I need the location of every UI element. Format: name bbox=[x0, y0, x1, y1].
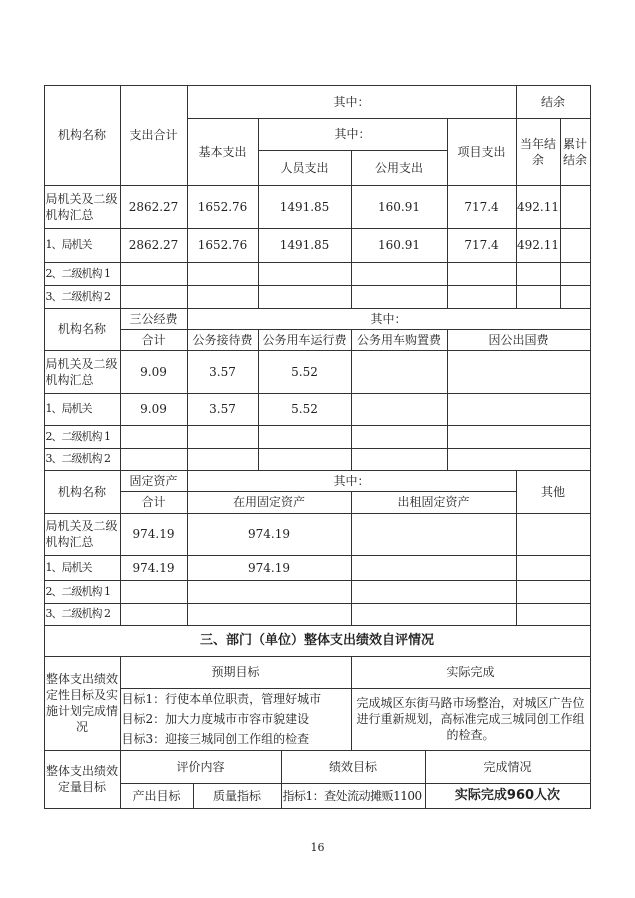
table-cell bbox=[447, 285, 517, 309]
output-goal: 产出目标 bbox=[120, 783, 194, 809]
table-cell: 5.52 bbox=[258, 393, 352, 426]
table-cell bbox=[258, 448, 352, 471]
section-title: 三、部门（单位）整体支出绩效自评情况 bbox=[44, 625, 591, 657]
table-cell: 9.09 bbox=[120, 350, 188, 394]
actual-result: 完成城区东街马路市场整治，对城区广告位进行重新规划，高标准完成三城同创工作组的检查。 bbox=[351, 688, 591, 751]
row-name: 1、局机关 bbox=[44, 555, 121, 581]
table-cell: 717.4 bbox=[447, 228, 517, 263]
table-cell: 3.57 bbox=[187, 350, 259, 394]
table-cell bbox=[516, 603, 591, 626]
table-cell bbox=[447, 448, 591, 471]
table-cell bbox=[187, 425, 259, 449]
row-name: 3、二级机构 2 bbox=[44, 603, 121, 626]
table-cell: 9.09 bbox=[120, 393, 188, 426]
table-cell: 974.19 bbox=[187, 555, 352, 581]
table-cell bbox=[447, 262, 517, 286]
header-total-top: 固定资产 bbox=[120, 470, 188, 492]
table-cell: 717.4 bbox=[447, 185, 517, 229]
table-cell bbox=[351, 580, 517, 604]
table-cell: 3.57 bbox=[187, 393, 259, 426]
header-total-bottom: 合计 bbox=[120, 491, 188, 514]
header-surplus: 结余 bbox=[516, 85, 591, 119]
table-cell bbox=[187, 580, 352, 604]
header-leased: 出租固定资产 bbox=[351, 491, 517, 514]
header-of-which-basic: 其中： bbox=[258, 118, 448, 151]
table-cell bbox=[516, 555, 591, 581]
table-cell bbox=[560, 285, 591, 309]
table-cell: 1491.85 bbox=[258, 228, 352, 263]
result-header: 完成情况 bbox=[425, 750, 591, 784]
table-cell bbox=[560, 262, 591, 286]
header-in-use: 在用固定资产 bbox=[187, 491, 352, 514]
row-name: 2、二级机构 1 bbox=[44, 580, 121, 604]
header-vehicle-purchase: 公务用车购置费 bbox=[351, 329, 448, 351]
header-other: 其他 bbox=[516, 470, 591, 514]
table-cell bbox=[351, 393, 448, 426]
table-cell bbox=[120, 580, 188, 604]
table-cell bbox=[120, 448, 188, 471]
table-cell bbox=[560, 228, 591, 263]
table-cell bbox=[187, 448, 259, 471]
table-cell bbox=[187, 603, 352, 626]
row-name: 2、二级机构 1 bbox=[44, 425, 121, 449]
header-of-which: 其中： bbox=[187, 470, 517, 492]
table-cell bbox=[516, 262, 561, 286]
table-cell bbox=[351, 513, 517, 556]
table-cell bbox=[351, 425, 448, 449]
actual-header: 实际完成 bbox=[351, 656, 591, 689]
row-name: 局机关及二级机构汇总 bbox=[44, 350, 121, 394]
header-public: 公用支出 bbox=[351, 150, 448, 186]
expected-header: 预期目标 bbox=[120, 656, 352, 689]
table-cell bbox=[516, 513, 591, 556]
table-cell bbox=[516, 580, 591, 604]
table-cell: 160.91 bbox=[351, 185, 448, 229]
table-cell bbox=[447, 350, 591, 394]
header-project: 项目支出 bbox=[447, 118, 517, 186]
expected-goal-item: 目标2：加大力度城市市容市貌建设 bbox=[121, 712, 310, 726]
table-cell bbox=[187, 262, 259, 286]
header-current-surplus: 当年结余 bbox=[516, 118, 561, 186]
table-cell bbox=[120, 262, 188, 286]
page-number: 16 bbox=[310, 841, 325, 854]
header-total: 支出合计 bbox=[120, 85, 188, 186]
table-cell bbox=[560, 185, 591, 229]
header-cumulative-surplus: 累计结余 bbox=[560, 118, 591, 186]
table-cell bbox=[351, 555, 517, 581]
table-cell: 1491.85 bbox=[258, 185, 352, 229]
table-cell: 5.52 bbox=[258, 350, 352, 394]
header-personnel: 人员支出 bbox=[258, 150, 352, 186]
row-name: 1、局机关 bbox=[44, 228, 121, 263]
table-cell: 1652.76 bbox=[187, 228, 259, 263]
qualitative-label: 整体支出绩效定性目标及实施计划完成情况 bbox=[44, 656, 121, 751]
quantitative-label: 整体支出绩效定量目标 bbox=[44, 750, 121, 809]
table-cell bbox=[516, 285, 561, 309]
header-reception: 公务接待费 bbox=[187, 329, 259, 351]
table-cell bbox=[351, 448, 448, 471]
eval-header: 评价内容 bbox=[120, 750, 282, 784]
table-cell: 2862.27 bbox=[120, 185, 188, 229]
table-cell: 492.11 bbox=[516, 185, 561, 229]
header-of-which: 其中： bbox=[187, 308, 591, 330]
table-cell: 974.19 bbox=[187, 513, 352, 556]
table-cell bbox=[351, 262, 448, 286]
table-cell bbox=[258, 262, 352, 286]
expected-goal-item: 目标1：行使本单位职责，管理好城市 bbox=[121, 692, 322, 706]
expected-goal-item: 目标3：迎接三城同创工作组的检查 bbox=[121, 732, 310, 746]
header-total-top: 三公经费 bbox=[120, 308, 188, 330]
header-name: 机构名称 bbox=[44, 470, 121, 514]
row-name: 局机关及二级机构汇总 bbox=[44, 513, 121, 556]
table-cell bbox=[120, 425, 188, 449]
target-value: 指标1：查处流动摊贩1100 bbox=[281, 783, 426, 809]
header-name: 机构名称 bbox=[44, 308, 121, 351]
table-cell: 492.11 bbox=[516, 228, 561, 263]
row-name: 3、二级机构 2 bbox=[44, 448, 121, 471]
header-of-which: 其中： bbox=[187, 85, 517, 119]
table-cell: 160.91 bbox=[351, 228, 448, 263]
table-cell bbox=[447, 393, 591, 426]
target-header: 绩效目标 bbox=[281, 750, 426, 784]
row-name: 2、二级机构 1 bbox=[44, 262, 121, 286]
table-cell: 2862.27 bbox=[120, 228, 188, 263]
row-name: 1、局机关 bbox=[44, 393, 121, 426]
table-cell: 974.19 bbox=[120, 513, 188, 556]
header-total-bottom: 合计 bbox=[120, 329, 188, 351]
row-name: 局机关及二级机构汇总 bbox=[44, 185, 121, 229]
header-basic: 基本支出 bbox=[187, 118, 259, 186]
table-cell bbox=[447, 425, 591, 449]
table-cell bbox=[258, 285, 352, 309]
header-name: 机构名称 bbox=[44, 85, 121, 186]
row-name: 3、二级机构 2 bbox=[44, 285, 121, 309]
quality-indicator: 质量指标 bbox=[193, 783, 282, 809]
table-cell bbox=[187, 285, 259, 309]
header-overseas: 因公出国费 bbox=[447, 329, 591, 351]
table-cell bbox=[351, 603, 517, 626]
table-cell bbox=[120, 603, 188, 626]
table-cell bbox=[258, 425, 352, 449]
expected-goals bbox=[120, 688, 352, 751]
table-cell bbox=[351, 285, 448, 309]
table-cell bbox=[351, 350, 448, 394]
table-cell bbox=[120, 285, 188, 309]
header-vehicle-operation: 公务用车运行费 bbox=[258, 329, 352, 351]
result-value: 实际完成960人次 bbox=[425, 783, 591, 809]
table-cell: 974.19 bbox=[120, 555, 188, 581]
table-cell: 1652.76 bbox=[187, 185, 259, 229]
